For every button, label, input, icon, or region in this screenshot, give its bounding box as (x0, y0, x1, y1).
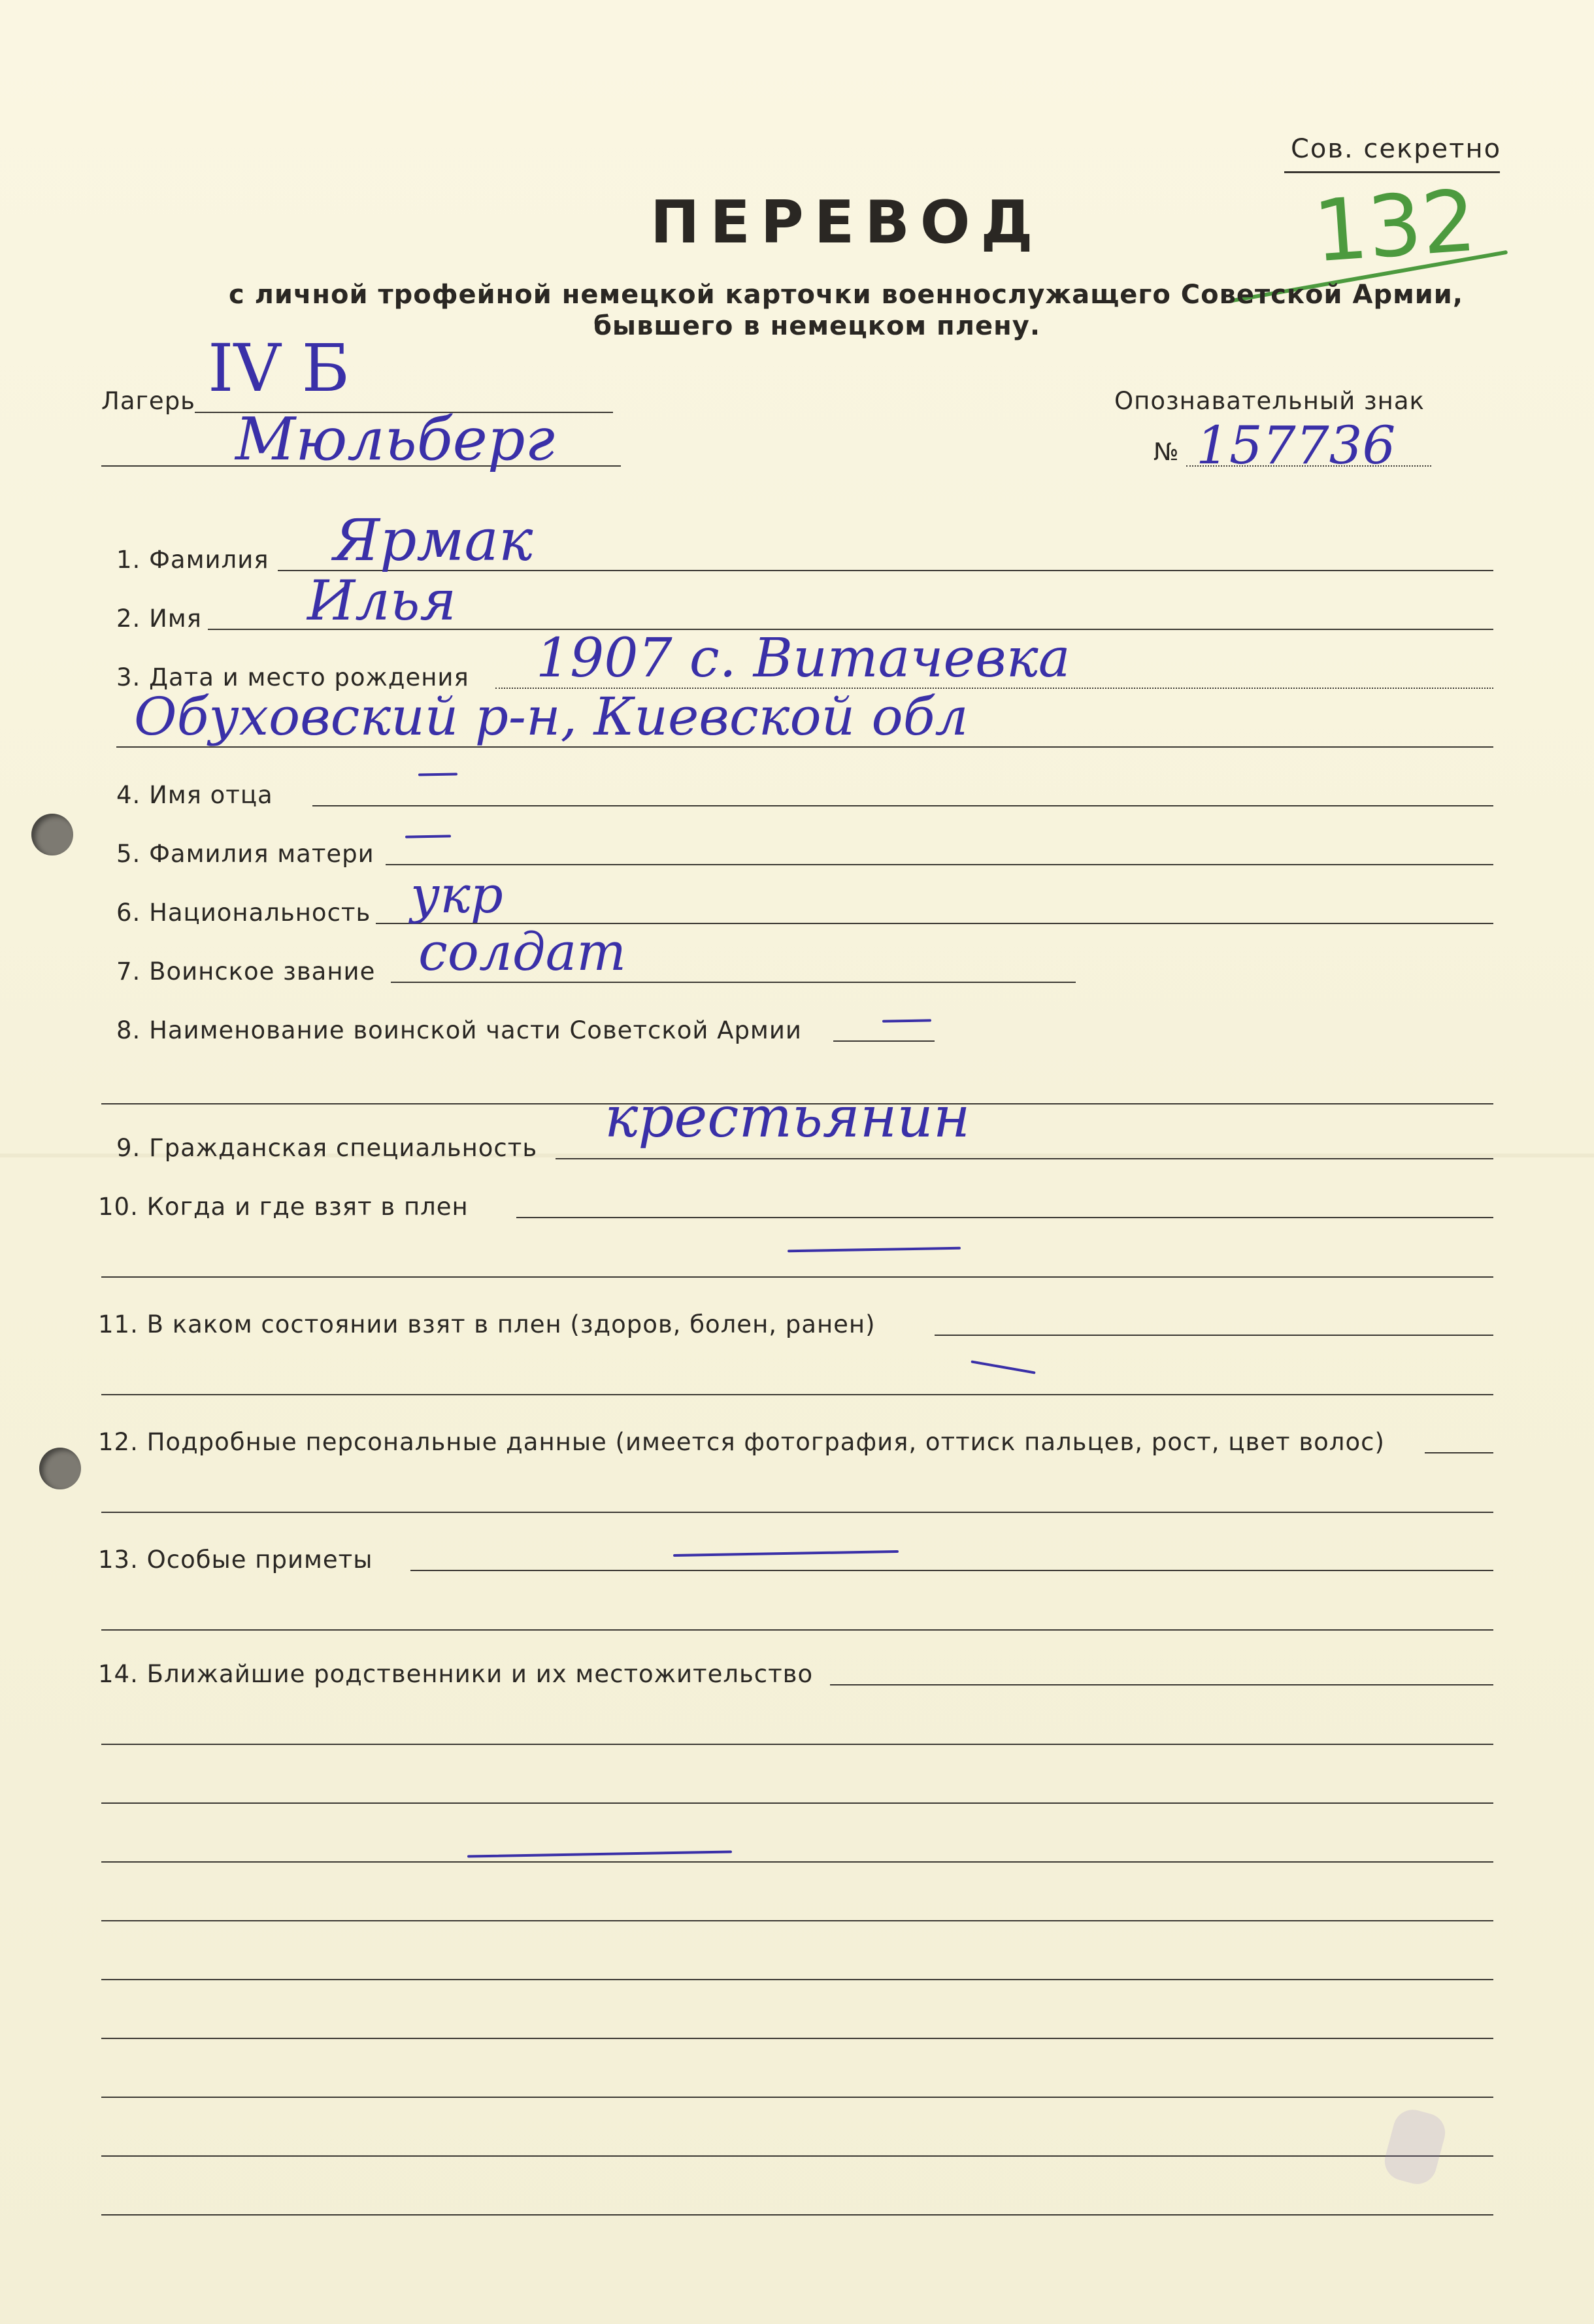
punch-hole (39, 1448, 81, 1489)
field-line (101, 1512, 1493, 1513)
empty-mark (971, 1360, 1035, 1374)
field-label-relatives: 14. Ближайшие родственники и их местожительство (98, 1660, 814, 1688)
field-label-mother-surname: 5. Фамилия матери (116, 840, 374, 868)
ink-smudge (1380, 2106, 1450, 2189)
punch-hole (31, 814, 73, 855)
field-line (101, 1629, 1493, 1631)
field-label-condition: 11. В каком состоянии взят в плен (здоров, болен, ранен) (98, 1310, 876, 1338)
empty-mark (405, 835, 451, 838)
field-line (833, 1040, 935, 1042)
id-tag-number-sign: № (1154, 438, 1180, 466)
field-line (101, 2097, 1493, 2098)
field-line (312, 805, 1493, 806)
camp-place: Мюльберг (235, 405, 555, 474)
secrecy-mark: Сов. секретно (1291, 134, 1502, 164)
field-value-surname: Ярмак (333, 506, 533, 574)
empty-mark (788, 1247, 961, 1253)
id-tag-label: Опознавательный знак (1114, 387, 1425, 415)
field-line (386, 864, 1493, 865)
field-line (101, 2214, 1493, 2216)
field-value-nationality: укр (410, 866, 503, 925)
field-line (101, 1861, 1493, 1863)
field-label-first-name: 2. Имя (116, 605, 202, 633)
page-subtitle: с личной трофейной немецкой карточки военнослужащего Советской Армии, (229, 280, 1464, 310)
field-label-civil-specialty: 9. Гражданская специальность (116, 1134, 538, 1162)
field-label-special-marks: 13. Особые приметы (98, 1546, 373, 1574)
field-line (101, 1979, 1493, 1980)
field-line (101, 2038, 1493, 2039)
field-line (101, 1802, 1493, 1804)
field-value-birth-cont: Обуховский р-н, Киевской обл (134, 686, 969, 747)
field-line (935, 1335, 1493, 1336)
empty-mark (418, 772, 457, 776)
empty-mark (673, 1550, 899, 1557)
id-tag-number: 157736 (1196, 415, 1396, 476)
field-label-rank: 7. Воинское звание (116, 957, 376, 986)
page-subtitle: бывшего в немецком плену. (593, 311, 1041, 341)
field-value-birth: 1907 с. Витачевка (536, 627, 1071, 689)
field-label-surname: 1. Фамилия (116, 546, 269, 574)
field-label-nationality: 6. Национальность (116, 899, 371, 927)
field-value-civil-specialty: крестьянин (605, 1085, 971, 1150)
field-label-capture: 10. Когда и где взят в плен (98, 1193, 469, 1221)
field-value-rank: солдат (418, 921, 627, 982)
case-number: 132 (1310, 171, 1480, 282)
field-line (101, 1276, 1493, 1278)
field-label-military-unit: 8. Наименование воинской части Советской Армии (116, 1016, 802, 1044)
field-value-first-name: Илья (307, 569, 457, 633)
field-line (410, 1570, 1493, 1571)
camp-number: IV Б (208, 330, 350, 407)
field-line (556, 1158, 1493, 1159)
camp-label: Лагерь (101, 387, 195, 415)
field-line (516, 1217, 1493, 1218)
field-line (830, 1684, 1493, 1685)
empty-mark (467, 1850, 732, 1857)
field-line (101, 2155, 1493, 2157)
field-label-father-name: 4. Имя отца (116, 781, 273, 809)
field-line (101, 1394, 1493, 1395)
page-title: ПЕРЕВОД (650, 188, 1044, 257)
empty-mark (882, 1019, 931, 1022)
field-line (1425, 1452, 1493, 1453)
field-label-personal-data: 12. Подробные персональные данные (имеется фотография, оттиск пальцев, рост, цвет волос) (98, 1428, 1385, 1456)
field-line (101, 1920, 1493, 1921)
field-line (101, 1744, 1493, 1745)
field-label-birth: 3. Дата и место рождения (116, 663, 469, 691)
